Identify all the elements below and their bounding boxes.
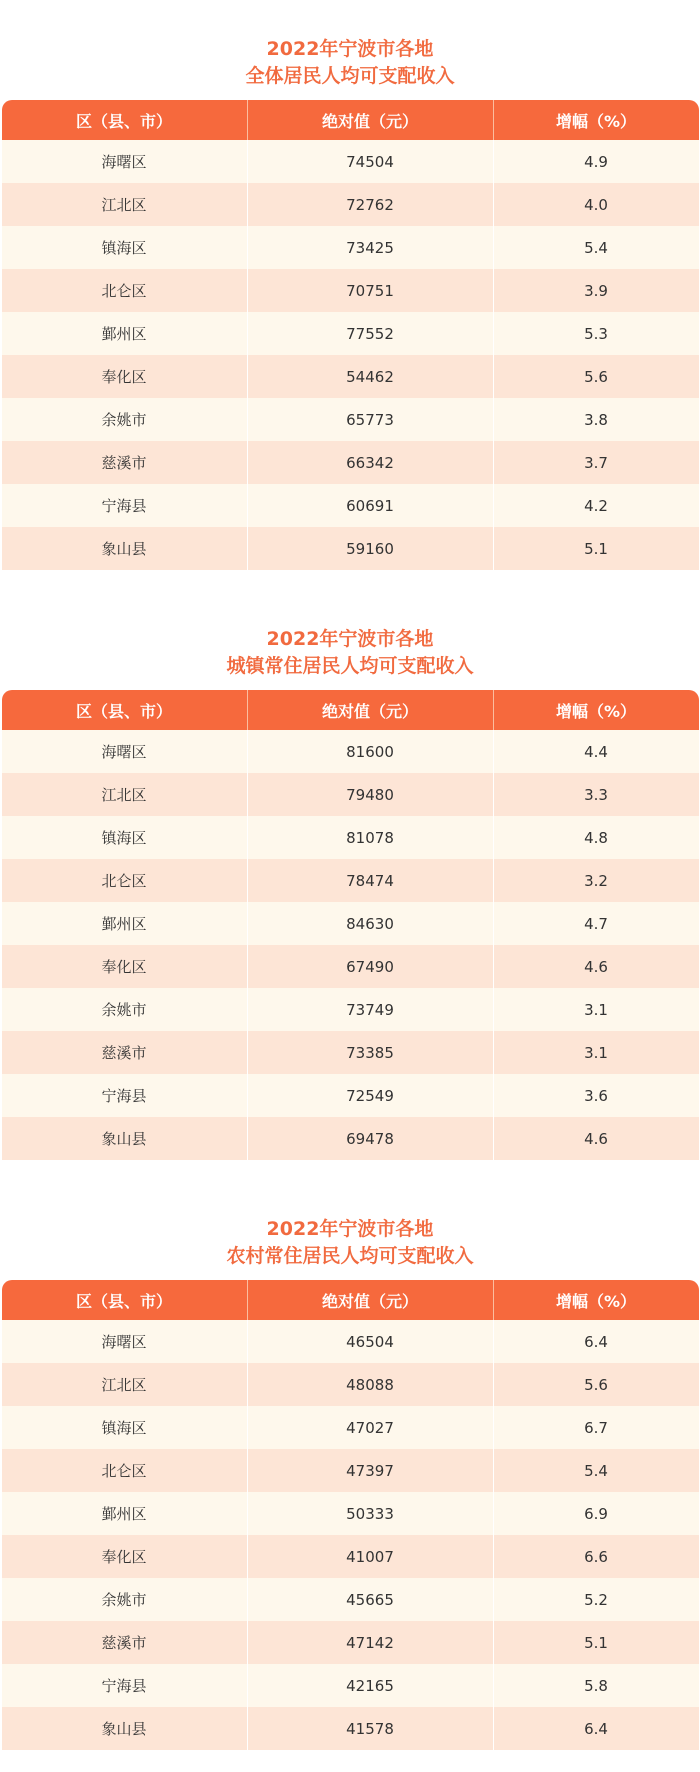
cell-district: 奉化区 [2, 355, 248, 398]
cell-district: 江北区 [2, 1363, 248, 1406]
title-line-2: 城镇常住居民人均可支配收入 [226, 655, 474, 677]
section-title [0, 1216, 700, 1270]
cell-growth-rate: 3.2 [494, 859, 699, 902]
cell-district: 北仑区 [2, 1449, 248, 1492]
cell-absolute-value: 45665 [248, 1578, 494, 1621]
table-header-row [2, 690, 699, 730]
title-line-2: 农村常住居民人均可支配收入 [226, 1245, 474, 1267]
cell-absolute-value: 50333 [248, 1492, 494, 1535]
section-urban-income [0, 626, 700, 1160]
cell-growth-rate: 6.4 [494, 1707, 699, 1750]
cell-absolute-value: 42165 [248, 1664, 494, 1707]
cell-absolute-value: 70751 [248, 269, 494, 312]
cell-district: 宁海县 [2, 484, 248, 527]
header-district: 区（县、市） [2, 1280, 248, 1320]
table-row [2, 1621, 699, 1664]
table-row [2, 484, 699, 527]
table-row [2, 1449, 699, 1492]
cell-growth-rate: 6.9 [494, 1492, 699, 1535]
table-row [2, 1117, 699, 1160]
cell-district: 江北区 [2, 773, 248, 816]
section-rural-income [0, 1216, 700, 1750]
cell-growth-rate: 4.6 [494, 1117, 699, 1160]
table-row [2, 269, 699, 312]
cell-growth-rate: 4.4 [494, 730, 699, 773]
header-district: 区（县、市） [2, 100, 248, 140]
title-line-1: 2022年宁波市各地 [266, 628, 434, 650]
cell-absolute-value: 41007 [248, 1535, 494, 1578]
header-district: 区（县、市） [2, 690, 248, 730]
cell-absolute-value: 81600 [248, 730, 494, 773]
cell-absolute-value: 73749 [248, 988, 494, 1031]
cell-growth-rate: 3.1 [494, 988, 699, 1031]
header-growth-rate: 增幅（%） [494, 690, 699, 730]
cell-district: 江北区 [2, 183, 248, 226]
table-row [2, 1707, 699, 1750]
header-growth-rate: 增幅（%） [494, 1280, 699, 1320]
table-row [2, 1578, 699, 1621]
table-row [2, 1664, 699, 1707]
cell-district: 象山县 [2, 527, 248, 570]
cell-growth-rate: 6.7 [494, 1406, 699, 1449]
table-row [2, 1074, 699, 1117]
table-row [2, 1031, 699, 1074]
cell-growth-rate: 3.1 [494, 1031, 699, 1074]
title-line-1: 2022年宁波市各地 [266, 38, 434, 60]
cell-district: 北仑区 [2, 269, 248, 312]
cell-district: 镇海区 [2, 226, 248, 269]
cell-district: 慈溪市 [2, 1621, 248, 1664]
cell-absolute-value: 47142 [248, 1621, 494, 1664]
cell-absolute-value: 54462 [248, 355, 494, 398]
cell-absolute-value: 74504 [248, 140, 494, 183]
table-row [2, 945, 699, 988]
cell-growth-rate: 4.0 [494, 183, 699, 226]
cell-district: 象山县 [2, 1707, 248, 1750]
income-table [2, 100, 699, 570]
cell-absolute-value: 73425 [248, 226, 494, 269]
table-row [2, 773, 699, 816]
table-row [2, 140, 699, 183]
cell-district: 鄞州区 [2, 1492, 248, 1535]
cell-absolute-value: 84630 [248, 902, 494, 945]
table-row [2, 816, 699, 859]
cell-district: 海曙区 [2, 140, 248, 183]
table-row [2, 1363, 699, 1406]
cell-growth-rate: 3.7 [494, 441, 699, 484]
section-title [0, 36, 700, 90]
cell-district: 余姚市 [2, 1578, 248, 1621]
table-row [2, 988, 699, 1031]
section-overall-income [0, 36, 700, 570]
cell-absolute-value: 48088 [248, 1363, 494, 1406]
income-table [2, 690, 699, 1160]
cell-growth-rate: 5.6 [494, 355, 699, 398]
table-row [2, 1492, 699, 1535]
cell-growth-rate: 4.8 [494, 816, 699, 859]
cell-absolute-value: 79480 [248, 773, 494, 816]
cell-district: 余姚市 [2, 988, 248, 1031]
cell-growth-rate: 5.6 [494, 1363, 699, 1406]
cell-absolute-value: 67490 [248, 945, 494, 988]
cell-growth-rate: 3.9 [494, 269, 699, 312]
cell-growth-rate: 5.4 [494, 1449, 699, 1492]
cell-absolute-value: 47397 [248, 1449, 494, 1492]
cell-growth-rate: 5.4 [494, 226, 699, 269]
cell-growth-rate: 3.3 [494, 773, 699, 816]
cell-growth-rate: 5.3 [494, 312, 699, 355]
table-row [2, 730, 699, 773]
cell-district: 鄞州区 [2, 312, 248, 355]
cell-growth-rate: 3.6 [494, 1074, 699, 1117]
table-row [2, 1320, 699, 1363]
cell-district: 奉化区 [2, 945, 248, 988]
cell-absolute-value: 69478 [248, 1117, 494, 1160]
header-absolute-value: 绝对值（元） [248, 1280, 494, 1320]
section-title [0, 626, 700, 680]
cell-absolute-value: 72549 [248, 1074, 494, 1117]
cell-growth-rate: 5.2 [494, 1578, 699, 1621]
cell-growth-rate: 4.7 [494, 902, 699, 945]
table-row [2, 441, 699, 484]
cell-absolute-value: 60691 [248, 484, 494, 527]
header-absolute-value: 绝对值（元） [248, 100, 494, 140]
cell-district: 奉化区 [2, 1535, 248, 1578]
cell-absolute-value: 41578 [248, 1707, 494, 1750]
cell-absolute-value: 66342 [248, 441, 494, 484]
cell-growth-rate: 5.8 [494, 1664, 699, 1707]
table-header-row [2, 1280, 699, 1320]
income-table [2, 1280, 699, 1750]
cell-growth-rate: 3.8 [494, 398, 699, 441]
cell-growth-rate: 4.2 [494, 484, 699, 527]
title-line-1: 2022年宁波市各地 [266, 1218, 434, 1240]
cell-growth-rate: 4.9 [494, 140, 699, 183]
cell-district: 象山县 [2, 1117, 248, 1160]
cell-growth-rate: 5.1 [494, 1621, 699, 1664]
header-growth-rate: 增幅（%） [494, 100, 699, 140]
cell-district: 鄞州区 [2, 902, 248, 945]
header-absolute-value: 绝对值（元） [248, 690, 494, 730]
table-row [2, 1406, 699, 1449]
cell-district: 宁海县 [2, 1074, 248, 1117]
cell-absolute-value: 81078 [248, 816, 494, 859]
cell-district: 镇海区 [2, 1406, 248, 1449]
cell-district: 慈溪市 [2, 441, 248, 484]
title-line-2: 全体居民人均可支配收入 [245, 65, 455, 87]
cell-absolute-value: 72762 [248, 183, 494, 226]
cell-growth-rate: 6.6 [494, 1535, 699, 1578]
cell-absolute-value: 78474 [248, 859, 494, 902]
table-row [2, 355, 699, 398]
table-row [2, 226, 699, 269]
cell-district: 北仑区 [2, 859, 248, 902]
cell-absolute-value: 46504 [248, 1320, 494, 1363]
table-row [2, 859, 699, 902]
cell-district: 海曙区 [2, 730, 248, 773]
cell-absolute-value: 59160 [248, 527, 494, 570]
table-row [2, 398, 699, 441]
cell-absolute-value: 73385 [248, 1031, 494, 1074]
cell-district: 宁海县 [2, 1664, 248, 1707]
cell-absolute-value: 65773 [248, 398, 494, 441]
table-row [2, 312, 699, 355]
table-row [2, 902, 699, 945]
cell-absolute-value: 47027 [248, 1406, 494, 1449]
cell-growth-rate: 5.1 [494, 527, 699, 570]
table-row [2, 183, 699, 226]
cell-district: 余姚市 [2, 398, 248, 441]
table-row [2, 527, 699, 570]
cell-district: 海曙区 [2, 1320, 248, 1363]
table-row [2, 1535, 699, 1578]
cell-growth-rate: 6.4 [494, 1320, 699, 1363]
table-header-row [2, 100, 699, 140]
cell-district: 慈溪市 [2, 1031, 248, 1074]
cell-growth-rate: 4.6 [494, 945, 699, 988]
cell-absolute-value: 77552 [248, 312, 494, 355]
cell-district: 镇海区 [2, 816, 248, 859]
